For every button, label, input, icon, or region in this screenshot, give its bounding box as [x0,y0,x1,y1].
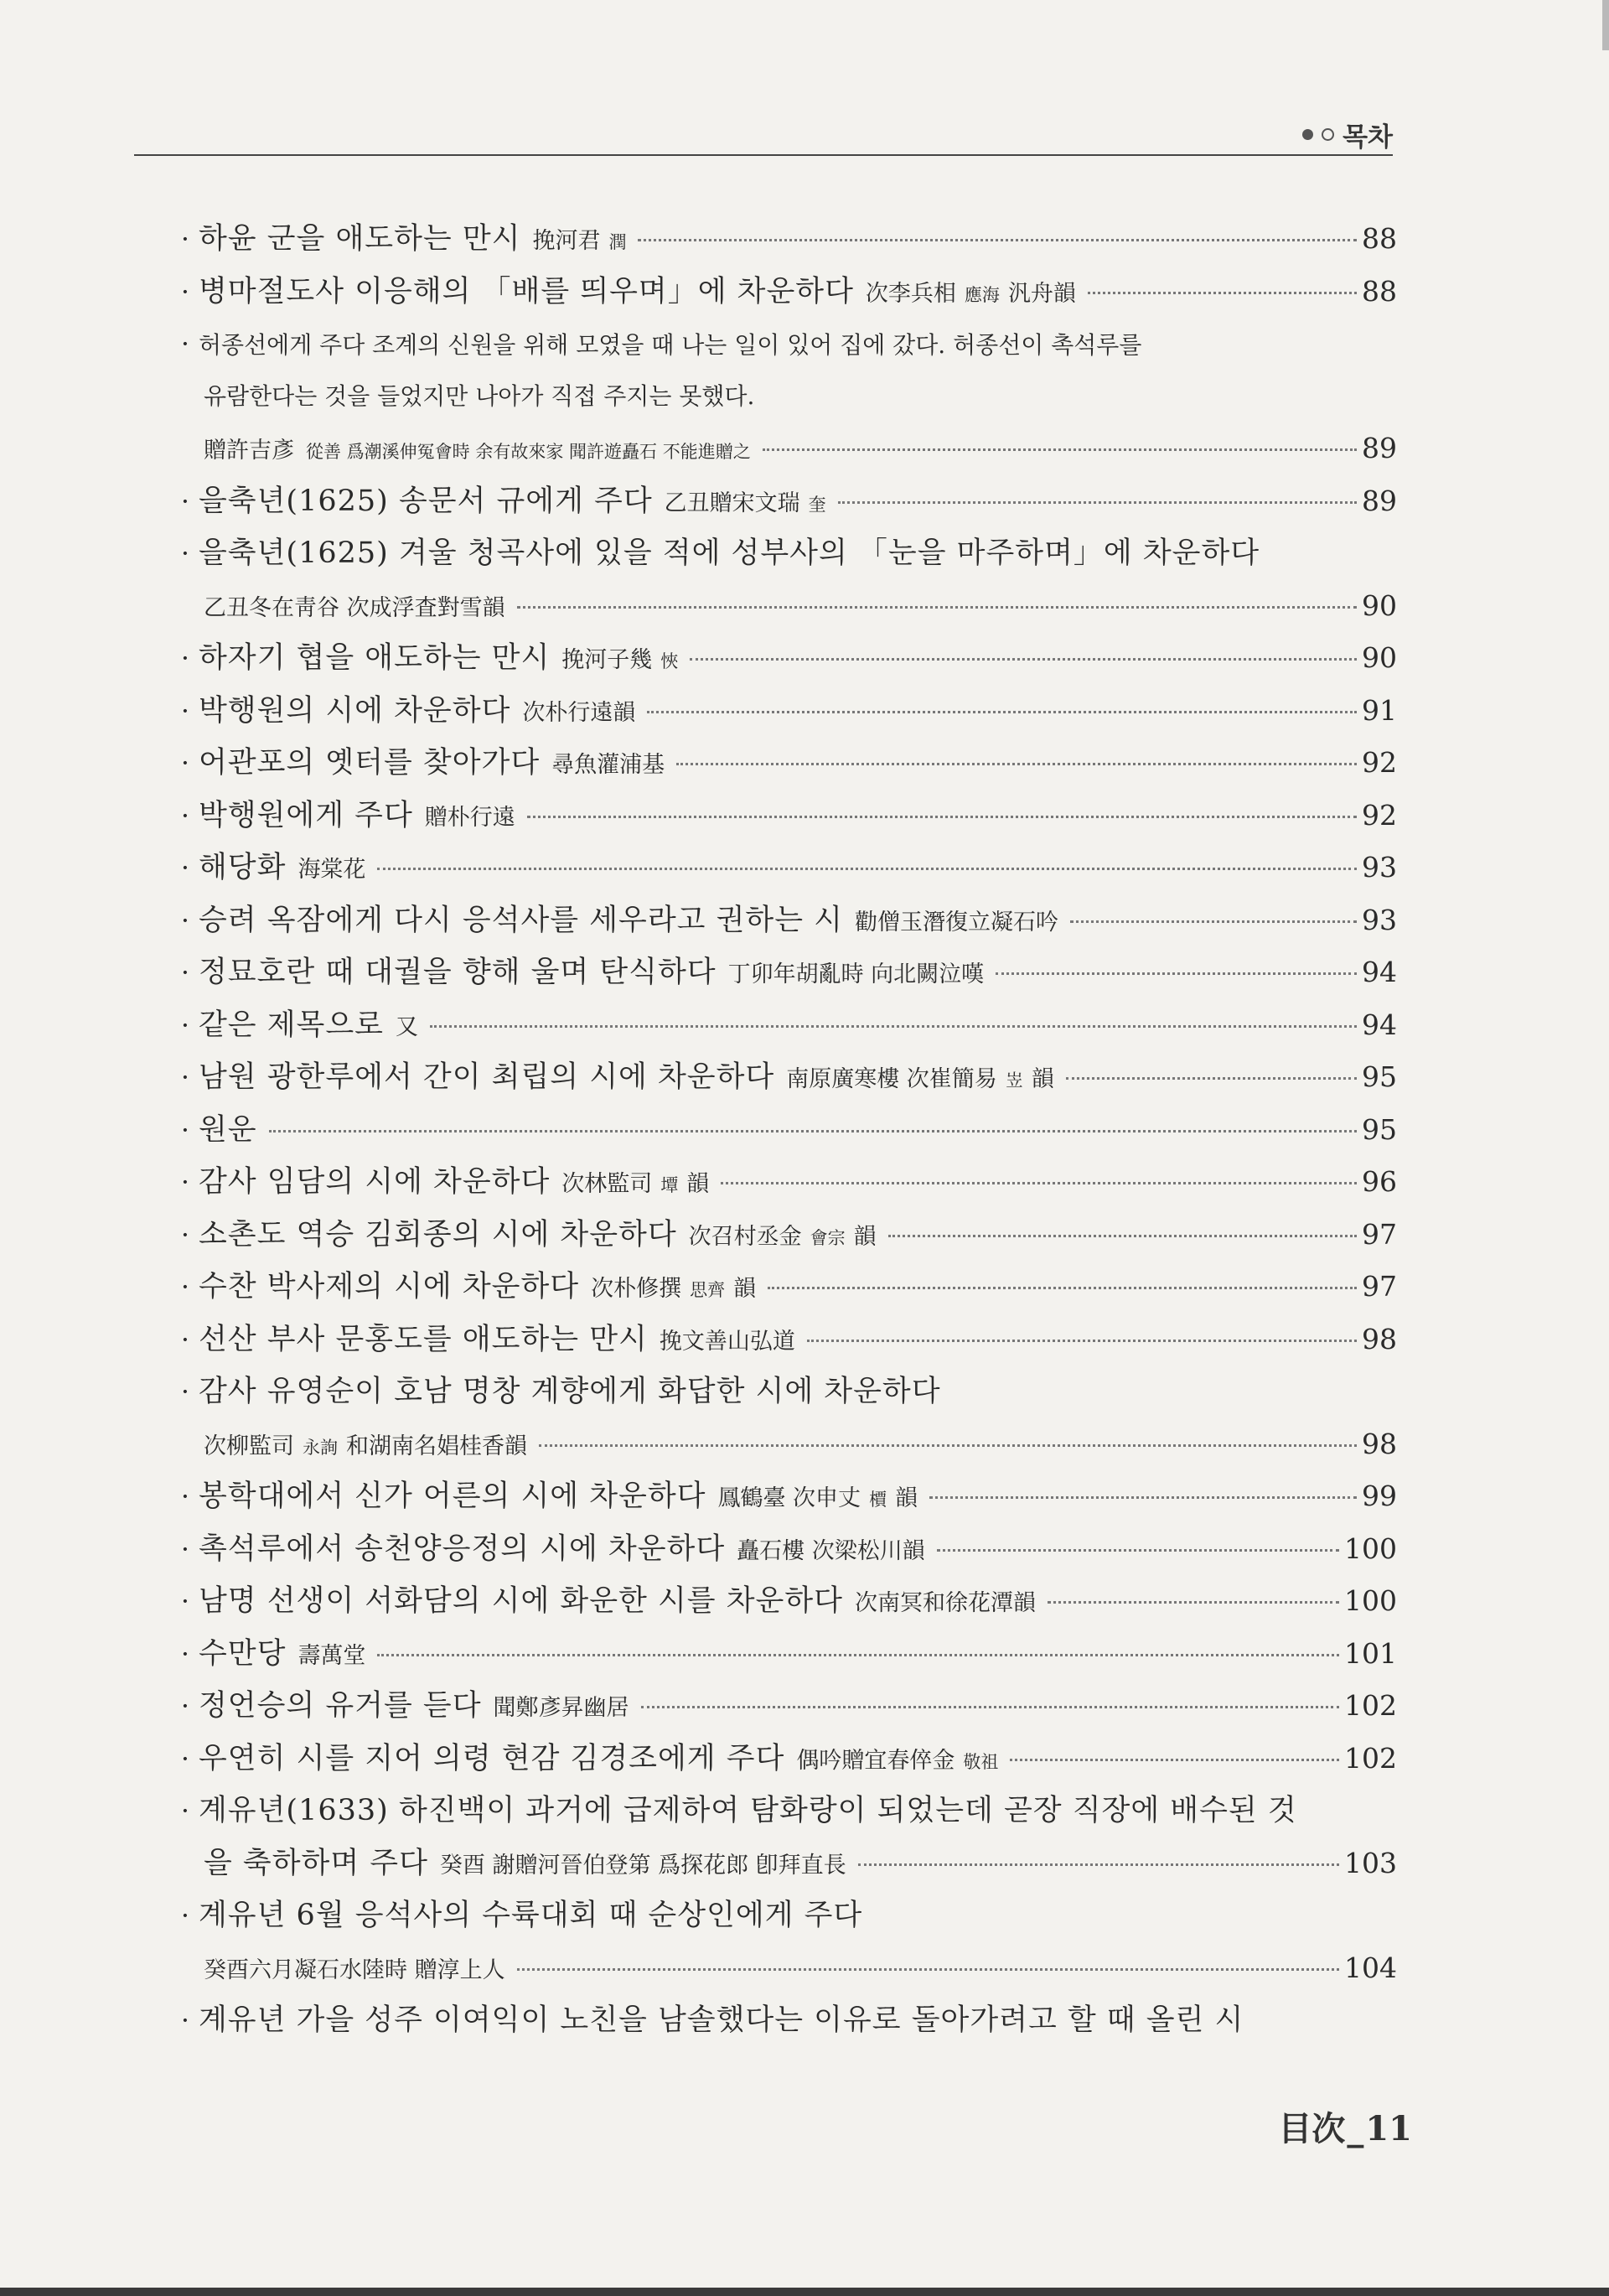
page-number: 97 [1362,1270,1397,1303]
entry-note: 墰 [660,1175,679,1195]
entry-title-ko: 하자기 협을 애도하는 만시 [199,641,551,675]
dot-leader [377,868,1357,870]
page-number: 103 [1344,1846,1397,1879]
entry-note: 永詢 [303,1437,338,1458]
dot-leader [888,1235,1357,1237]
dot-leader [1010,1759,1339,1761]
dot-leader [937,1549,1339,1552]
toc-entry [172,842,1397,894]
bullet-icon: · [180,1795,190,1827]
page-number: 104 [1344,1951,1397,1984]
toc-entry [172,1366,1397,1470]
dot-leader [641,1706,1339,1708]
bullet-icon: · [180,275,190,308]
toc-entry [172,475,1397,528]
page-number: 93 [1362,851,1397,884]
entry-title-hanja-2: 韻 [1031,1066,1054,1092]
page-number: 102 [1344,1689,1397,1722]
entry-title-hanja: 次朴修撰 [591,1276,682,1302]
page-number: 89 [1362,484,1397,517]
dot-leader [269,1130,1357,1132]
dot-leader [527,816,1357,818]
entry-title-hanja: 鳳鶴臺 次申丈 [717,1485,861,1511]
entry-title-ko: 계유년 6월 응석사의 수륙대회 때 순상인에게 주다 [199,1899,863,1932]
page-number: 97 [1362,1217,1397,1251]
entry-title-hanja: 尋魚灌浦基 [551,752,665,778]
bullet-icon: · [180,799,190,832]
entry-title-hanja: 壽萬堂 [297,1642,366,1669]
bullet-icon: · [180,956,190,988]
bullet-icon: · [180,694,190,727]
entry-title-hanja: 次柳監司 [204,1433,294,1459]
entry-title-ko: 어관포의 옛터를 찾아가다 [199,746,541,780]
entry-title-hanja: 次李兵相 [865,280,956,307]
dot-leader [1048,1601,1339,1604]
entry-note: 岦 [1005,1070,1023,1091]
filled-circle-icon [1302,129,1313,140]
entry-title-hanja: 聞鄭彥昇幽居 [493,1695,629,1721]
entry-title-ko: 하윤 군을 애도하는 만시 [199,222,521,256]
entry-title-hanja: 挽文善山弘道 [659,1328,795,1355]
page-number: 100 [1344,1584,1397,1617]
entry-title-hanja-2: 韻 [686,1171,710,1197]
header-rule [134,154,1393,156]
bullet-icon: · [180,485,190,517]
dot-leader [638,239,1357,241]
toc-entry [172,527,1397,632]
footer-page-number: 11 [1365,2109,1412,2148]
toc-entry [172,1314,1397,1366]
dot-leader [647,711,1357,713]
entry-note: 悏 [660,651,679,671]
entry-title-hanja: 癸酉六月凝石水陸時 贈淳上人 [204,1957,505,1983]
bullet-icon: · [180,1480,190,1512]
page-number: 93 [1362,903,1397,936]
toc-entry [172,1156,1397,1209]
entry-title-hanja: 挽河君 [532,228,601,254]
page-number: 90 [1362,641,1397,674]
toc-entry [172,1628,1397,1681]
entry-title-hanja: 南原廣寒樓 次崔簡易 [786,1066,997,1092]
page-number: 101 [1344,1636,1397,1670]
entry-title-hanja: 贈許吉彥 [204,438,294,464]
entry-title-hanja: 次召村丞金 [688,1223,802,1250]
toc-entry [172,1785,1397,1889]
page-number: 92 [1362,798,1397,832]
page-number: 94 [1362,1008,1397,1041]
bullet-icon: · [180,904,190,936]
entry-title-hanja: 海棠花 [297,857,366,883]
dot-leader [858,1863,1339,1866]
entry-title-ko: 감사 임담의 시에 차운하다 [199,1165,551,1199]
dot-leader [721,1182,1357,1184]
toc-entry [172,1261,1397,1314]
page-number: 98 [1362,1322,1397,1355]
entry-note: 思齊 [690,1280,726,1300]
footer-label: 目次 [1278,2109,1346,2148]
dot-leader [539,1444,1357,1447]
bullet-icon: · [180,1113,190,1146]
bullet-icon: · [180,1742,190,1775]
entry-title-ko: 소촌도 역승 김회종의 시에 차운하다 [199,1217,677,1252]
bullet-icon: · [180,1900,190,1931]
table-of-contents [172,213,1397,2047]
entry-title-ko: 허종선에게 주다 조계의 신원을 위해 모였을 때 나는 일이 있어 집에 갔다. 허종선이 촉석루를 [199,331,1142,359]
page-footer [1278,2102,1412,2150]
entry-title-ko-continued: 을 축하하며 주다 [204,1846,428,1880]
toc-entry [172,1680,1397,1733]
dot-leader [676,763,1357,765]
page-number: 94 [1362,956,1397,988]
page-number: 96 [1362,1165,1397,1198]
entry-title-hanja: 矗石樓 次梁松川韻 [737,1537,925,1564]
bullet-icon: · [180,1376,190,1407]
entry-title-ko: 남원 광한루에서 간이 최립의 시에 차운하다 [199,1060,775,1094]
entry-title-hanja-2: 韻 [733,1276,757,1302]
entry-title-hanja: 次朴行遠韻 [522,699,636,726]
page-number: 102 [1344,1741,1397,1775]
entry-title-hanja: 癸酉 謝贈河晉伯登第 爲探花郎 卽拜直長 [439,1852,846,1879]
entry-note: 應海 [964,284,1000,305]
entry-note: 奎 [808,494,826,515]
bullet-icon: · [180,1637,190,1670]
entry-title-ko: 감사 유영순이 호남 명창 계향에게 화답한 시에 차운하다 [199,1375,941,1408]
entry-title-ko: 박행원의 시에 차운하다 [199,693,511,728]
entry-title-ko: 승려 옥잠에게 다시 응석사를 세우라고 권하는 시 [199,903,843,937]
bullet-icon: · [180,1271,190,1303]
dot-leader [1066,1077,1357,1080]
entry-title-ko: 수만당 [199,1636,287,1671]
bullet-icon: · [180,1166,190,1198]
dot-leader [807,1340,1357,1342]
dot-leader [517,606,1357,609]
bullet-icon: · [180,747,190,779]
toc-entry [172,790,1397,842]
bullet-icon: · [180,328,190,360]
toc-entry [172,266,1397,319]
entry-title-ko: 선산 부사 문홍도를 애도하는 만시 [199,1322,648,1356]
entry-title-hanja-2: 汎舟韻 [1007,280,1076,307]
page-number: 98 [1362,1427,1397,1460]
entry-note: 潤 [608,232,627,252]
entry-title-ko: 정언승의 유거를 듣다 [199,1689,482,1723]
entry-title-ko: 촉석루에서 송천양응정의 시에 차운하다 [199,1532,726,1566]
page-number: 100 [1344,1532,1397,1565]
entry-title-ko: 을축년(1625) 송문서 규에게 주다 [199,484,653,518]
dot-leader [1070,920,1357,923]
dot-leader [929,1496,1357,1499]
entry-title-hanja: 又 [396,1013,418,1040]
dot-leader [1088,292,1357,294]
entry-title-hanja: 次南冥和徐花潭韻 [854,1590,1036,1616]
dot-leader [517,1968,1339,1971]
bullet-icon: · [180,1061,190,1093]
bullet-icon: · [180,642,190,674]
dot-leader [377,1654,1339,1656]
bullet-icon: · [180,1008,190,1041]
entry-title-ko: 남명 선생이 서화담의 시에 화운한 시를 차운하다 [199,1584,843,1618]
footer-separator: _ [1347,2109,1364,2148]
toc-entry [172,318,1397,475]
entry-title-hanja: 勸僧玉潛復立凝石吟 [854,909,1058,936]
bullet-icon: · [180,2004,190,2036]
dot-leader [690,658,1357,661]
toc-entry [172,894,1397,947]
entry-title-ko: 을축년(1625) 겨울 청곡사에 있을 적에 성부사의 「눈을 마주하며」에 차운하다 [199,536,1260,570]
dot-leader [768,1287,1357,1289]
page-number: 89 [1362,432,1397,464]
bullet-icon: · [180,852,190,884]
page-number: 95 [1362,1060,1397,1093]
entry-title-hanja: 乙丑冬在靑谷 次成浮査對雪韻 [204,594,505,621]
bullet-icon: · [180,223,190,255]
entry-title-hanja: 贈朴行遠 [424,804,515,831]
running-header [1302,116,1393,153]
entry-title-ko: 병마절도사 이응해의 「배를 띄우며」에 차운하다 [199,274,854,308]
dot-leader [430,1025,1357,1028]
page-number: 90 [1362,588,1397,622]
toc-entry [172,685,1397,738]
toc-entry [172,632,1397,685]
entry-title-ko: 계유년 가을 성주 이여익이 노친을 남솔했다는 이유로 돌아가려고 할 때 올린 시 [199,2003,1244,2037]
toc-entry [172,1523,1397,1576]
toc-entry [172,1209,1397,1262]
entry-title-hanja-2: 韻 [853,1223,877,1250]
section-title: 목차 [1343,122,1393,153]
bullet-icon: · [180,1532,190,1565]
page-number: 88 [1362,274,1397,308]
entry-title-ko: 해당화 [199,851,287,884]
entry-title-ko: 같은 제목으로 [199,1008,384,1042]
toc-entry [172,1889,1397,1994]
scan-edge [0,2288,1609,2296]
page-number: 91 [1362,693,1397,727]
entry-title-ko: 계유년(1633) 하진백이 과거에 급제하여 탐화랑이 되었는데 곧장 직장에 배수된 것 [199,1794,1297,1827]
toc-entry [172,1104,1397,1157]
dot-leader [838,501,1357,504]
toc-entry [172,1575,1397,1628]
bullet-icon: · [180,1323,190,1355]
entry-note: 從善 爲潮溪伸冤會時 余有故來家 聞許遊矗石 不能進贈之 [306,442,751,462]
bullet-icon: · [180,537,190,569]
entry-note: 會宗 [810,1227,846,1248]
entry-title-ko: 원운 [199,1112,257,1147]
toc-entry [172,1470,1397,1523]
bullet-icon: · [180,1585,190,1617]
hollow-circle-icon [1322,128,1334,141]
entry-title-ko-continued: 유람한다는 것을 들었지만 나아가 직접 주지는 못했다. [204,381,755,410]
entry-title-hanja: 次林監司 [561,1171,653,1197]
toc-entry [172,1733,1397,1785]
bullet-icon: · [180,1690,190,1722]
toc-entry [172,999,1397,1052]
page-number: 92 [1362,746,1397,779]
toc-entry [172,1994,1397,2047]
entry-title-ko: 박행원에게 주다 [199,798,413,832]
entry-title-hanja-2: 和湖南名娼桂香韻 [346,1433,527,1459]
entry-title-ko: 수찬 박사제의 시에 차운하다 [199,1270,580,1303]
entry-title-hanja: 乙丑贈宋文瑞 [664,490,800,516]
toc-entry [172,1051,1397,1104]
entry-title-hanja: 丁卯年胡亂時 向北闕泣嘆 [727,961,985,987]
page-number: 95 [1362,1112,1397,1146]
entry-note: 檟 [869,1490,887,1510]
entry-title-hanja: 偶吟贈宜春倅金 [796,1747,955,1774]
toc-entry [172,946,1397,999]
dot-leader [996,972,1357,975]
bullet-icon: · [180,1218,190,1251]
entry-title-ko: 정묘호란 때 대궐을 향해 울며 탄식하다 [199,956,717,989]
entry-title-hanja-2: 韻 [895,1485,918,1511]
page-number: 99 [1362,1480,1397,1512]
entry-title-hanja: 挽河子幾 [561,647,653,673]
dot-leader [763,448,1357,451]
page-number: 88 [1362,222,1397,255]
entry-note: 敬祖 [963,1751,999,1772]
entry-title-ko: 우연히 시를 지어 의령 현감 김경조에게 주다 [199,1741,785,1775]
toc-entry [172,213,1397,266]
toc-entry [172,737,1397,790]
scan-edge [1602,0,1609,50]
entry-title-ko: 봉학대에서 신가 어른의 시에 차운하다 [199,1480,706,1513]
